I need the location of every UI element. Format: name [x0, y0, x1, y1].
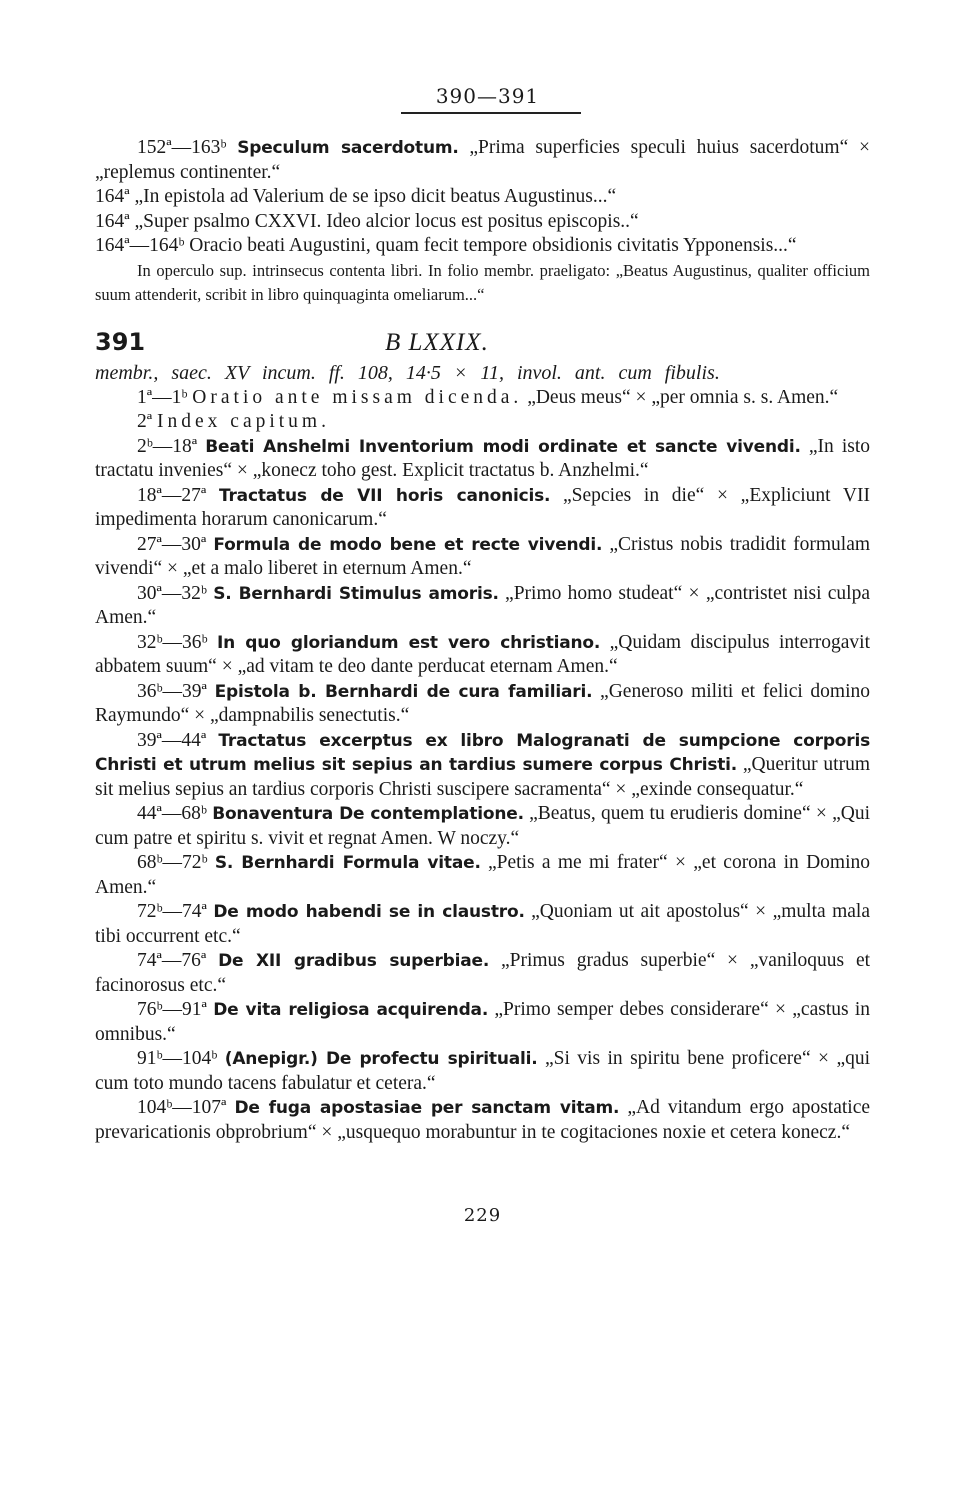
entry-title: S. Bernhardi Stimulus amoris.	[213, 583, 499, 604]
entry-title: De vita religiosa acquirenda.	[213, 1000, 489, 1020]
entry-title: De XII gradibus superbiae.	[218, 951, 490, 971]
entry-text: „Primus gradus superbie“ × „vaniloquus et facinorosus etc.“	[95, 950, 871, 996]
catalog-entry	[95, 631, 870, 680]
entry-title: Tractatus excerptus ex libro Malogranati de sumpcione corporis Christi et utrum melius sit sepius an tardius sumere corpus Christi.	[95, 730, 871, 775]
entry-folio: 18ª—27ª	[137, 484, 207, 506]
entry-folio: 36ᵇ—39ª	[137, 680, 207, 702]
entry-folio: 74ª—76ª	[137, 950, 207, 971]
catalog-entry	[95, 998, 870, 1047]
catalog-entry	[95, 533, 870, 582]
entry-heading-spaced: Index capitum.	[157, 411, 330, 432]
entry-text: „Sepcies in die“ × „Expliciunt VII impedimenta horarum canonicarum.“	[95, 484, 870, 530]
entry-folio: 164ª	[95, 210, 130, 232]
catalog-entry	[95, 185, 870, 210]
entry-title: Bonaventura De contemplatione.	[212, 804, 524, 824]
previous-codex-entries	[95, 136, 870, 259]
entry-title: Speculum sacerdotum.	[237, 138, 459, 158]
entry-folio: 44ª—68ᵇ	[137, 803, 207, 824]
entry-folio: 30ª—32ᵇ	[137, 582, 207, 604]
entry-folio: 39ª—44ª	[137, 729, 207, 751]
entry-folio: 104ᵇ—107ª	[137, 1097, 227, 1118]
entry-text: „Primo semper debes considerare“ × „castus in omnibus.“	[95, 999, 871, 1045]
entry-text: „Generoso militi et felici domino Raymundo“ × „dampnabilis senectutis.“	[95, 680, 871, 726]
entry-text: „Queritur utrum sit melius sepius an tardius corporis Christi suscipere sacramenta“ × „exinde consequatur.“	[95, 754, 871, 800]
entry-text: „In epistola ad Valerium de se ipso dicit beatus Augustinus...“	[134, 186, 617, 207]
entry-folio: 164ª	[95, 186, 130, 207]
entry-text: „Super psalmo CXXVI. Ideo alcior locus est positus episcopis..“	[134, 210, 639, 232]
entry-text: „Deus meus“ × „per omnia s. s. Amen.“	[527, 386, 839, 408]
entry-text: „Petis a me mi frater“ × „et corona in Domino Amen.“	[95, 852, 871, 898]
note-paragraph: In operculo sup. intrinsecus contenta libri. In folio membr. praeligato: „Beatus Augustinus, qualiter officium suum attenderit, scribit in libro quinquaginta omeliarum...“	[95, 260, 870, 304]
entry-text: Oracio beati Augustini, quam fecit tempore obsidionis civitatis Ypponensis...“	[189, 235, 797, 256]
codex-description: membr., saec. XV incum. ff. 108, 14·5 × 11, invol. ant. cum fibulis.	[95, 362, 720, 384]
catalog-entry	[95, 680, 870, 729]
page-number: 229	[463, 1205, 502, 1226]
entry-folio: 164ª—164ᵇ	[95, 235, 185, 256]
entry-title: S. Bernhardi Formula vitae.	[214, 853, 481, 873]
entry-text: „Cristus nobis tradidit formulam vivendi“ × „et a malo liberet in eternum Amen.“	[95, 533, 871, 579]
entry-text: „Beatus, quem tu erudieris domine“ × „Qui cum patre et spiritu s. vivit et regnat Amen. W noczy.“	[95, 803, 871, 849]
codex-signature: B LXXIX.	[385, 328, 489, 356]
catalog-entry	[95, 949, 870, 998]
entry-text: „Prima superficies speculi huius sacerdotum“ × „replemus continenter.“	[95, 137, 871, 183]
entry-text: „In isto tractatu invenies“ × „konecz toho gest. Explicit tractatus b. Anzhelmi.“	[95, 435, 871, 481]
document-page	[95, 84, 870, 1226]
catalog-entry	[95, 582, 870, 631]
entry-heading-spaced: Oratio ante missam dicenda.	[192, 386, 523, 408]
catalog-entry	[95, 851, 870, 900]
catalog-body	[95, 136, 870, 1145]
entry-folio: 68ᵇ—72ᵇ	[137, 852, 208, 873]
entry-title: Beati Anshelmi Inventorium modi ordinate et sancte vivendi.	[205, 436, 801, 457]
entry-title: In quo gloriandum est vero christiano.	[217, 632, 601, 653]
catalog-entry	[95, 1096, 870, 1145]
entry-folio: 1ª—1ᵇ	[137, 386, 188, 408]
catalog-entry	[95, 210, 870, 235]
entry-title: (Anepigr.) De profectu spirituali.	[224, 1049, 538, 1069]
entry-folio: 152ª—163ᵇ	[137, 137, 227, 158]
entry-folio: 72ᵇ—74ª	[137, 901, 207, 922]
entry-title: Epistola b. Bernhardi de cura familiari.	[214, 681, 593, 702]
entry-folio: 32ᵇ—36ᵇ	[137, 631, 208, 653]
entry-folio: 2ª	[137, 411, 153, 432]
entry-title: De fuga apostasiae per sanctam vitam.	[234, 1098, 620, 1118]
catalog-entry	[95, 136, 870, 185]
codex-notes	[95, 259, 870, 308]
entry-text: „Si vis in spiritu bene proficere“ × „qui cum toto mundo tacens fabulatur et cetera.“	[95, 1048, 871, 1094]
catalog-entry	[95, 410, 870, 435]
running-head: 390—391	[435, 84, 540, 108]
catalog-entry	[95, 484, 870, 533]
codex-number: 391	[95, 327, 146, 356]
catalog-entry	[95, 435, 870, 484]
entry-folio: 76ᵇ—91ª	[137, 999, 207, 1020]
catalog-entry	[95, 234, 870, 259]
entry-folio: 91ᵇ—104ᵇ	[137, 1048, 218, 1069]
codex-contents	[95, 386, 870, 1146]
entry-title: Tractatus de VII horis canonicis.	[218, 485, 551, 506]
catalog-entry	[95, 900, 870, 949]
entry-folio: 27ª—30ª	[137, 533, 207, 555]
entry-text: „Quidam discipulus interrogavit abbatem suum“ × „ad vitam te deo dante perducat eternam Amen.“	[95, 631, 870, 677]
header-rule	[401, 112, 581, 114]
catalog-entry	[95, 386, 870, 411]
entry-text: „Primo homo studeat“ × „contristet nisi culpa Amen.“	[95, 582, 871, 628]
entry-text: „Quoniam ut ait apostolus“ × „multa mala tibi occurrent etc.“	[95, 901, 870, 947]
entry-title: Formula de modo bene et recte vivendi.	[213, 534, 603, 555]
catalog-entry	[95, 802, 870, 851]
catalog-entry	[95, 729, 870, 803]
entry-folio: 2ᵇ—18ª	[137, 435, 198, 457]
codex-heading	[95, 327, 870, 356]
entry-title: De modo habendi se in claustro.	[213, 902, 525, 922]
catalog-entry	[95, 1047, 870, 1096]
entry-text: „Ad vitandum ergo apostatice prevaricationis obprobrium“ × „usquequo morabuntur in te cogitaciones noxie et cetera konecz.“	[95, 1097, 870, 1143]
